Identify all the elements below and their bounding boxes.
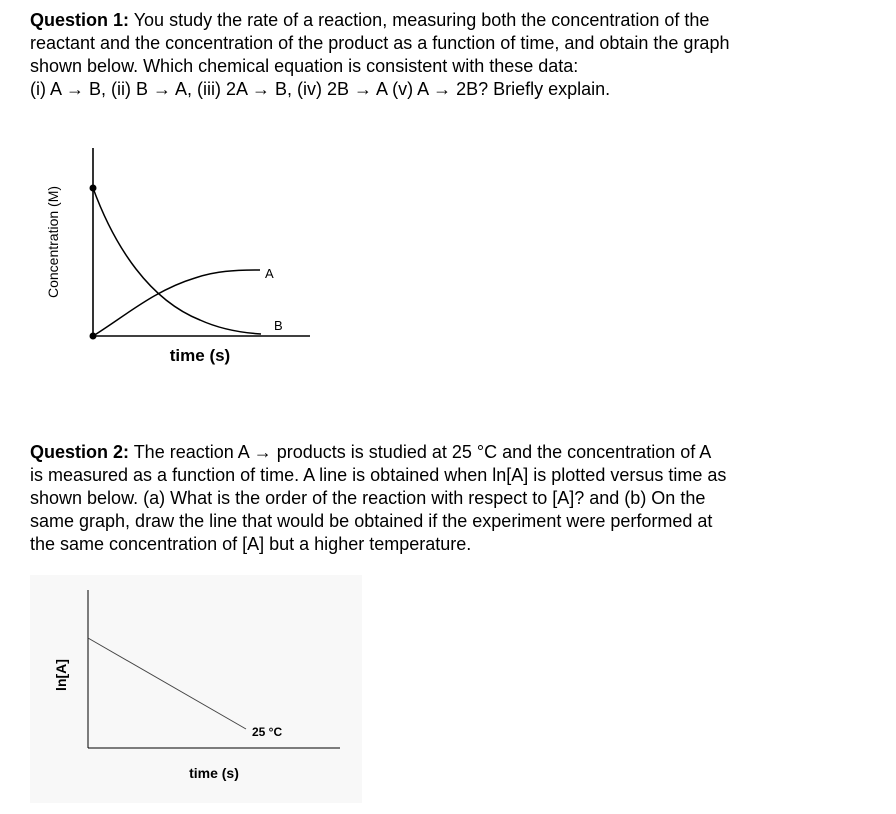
question-1-line-1: You study the rate of a reaction, measuring both the concentration of the	[129, 10, 710, 30]
curve-a-start-point	[90, 185, 97, 192]
curve-b-product-growth	[93, 270, 260, 336]
figure-1-x-axis-label: time (s)	[169, 346, 231, 365]
ln-concentration-time-graph	[30, 575, 365, 803]
question-2-text	[30, 441, 870, 556]
curve-label-b: B	[274, 318, 283, 333]
concentration-time-graph	[30, 140, 330, 380]
question-2-line-3: shown below. (a) What is the order of the reaction with respect to [A]? and (b) On the	[30, 488, 706, 508]
question-1-line-4: (i) A → B, (ii) B → A, (iii) 2A → B, (iv) 2B → A (v) A → 2B? Briefly explain.	[30, 79, 611, 99]
question-1-line-3: shown below. Which chemical equation is consistent with these data:	[30, 56, 579, 76]
curve-a-reactant-decay	[93, 188, 261, 334]
curve-b-start-point	[90, 333, 97, 340]
figure-1-y-axis-label: Concentration (M)	[45, 185, 61, 299]
question-1-label: Question 1:	[30, 10, 130, 30]
figure-2-y-axis-label: ln[A]	[53, 659, 69, 691]
line-label-25c: 25 °C	[252, 725, 283, 739]
question-1-text	[30, 9, 870, 101]
question-2-line-4: same graph, draw the line that would be obtained if the experiment were performed at	[30, 511, 713, 531]
question-2-line-2: is measured as a function of time. A line is obtained when ln[A] is plotted versus time as	[30, 465, 727, 485]
question-2-line-1: The reaction A → products is studied at 25 °C and the concentration of A	[129, 442, 712, 462]
curve-label-a: A	[265, 266, 274, 281]
question-1-line-2: reactant and the concentration of the product as a function of time, and obtain the graph	[30, 33, 730, 53]
question-2-line-5: the same concentration of [A] but a higher temperature.	[30, 534, 472, 554]
figure-2-x-axis-label: time (s)	[189, 765, 239, 781]
question-2-label: Question 2:	[30, 442, 130, 462]
